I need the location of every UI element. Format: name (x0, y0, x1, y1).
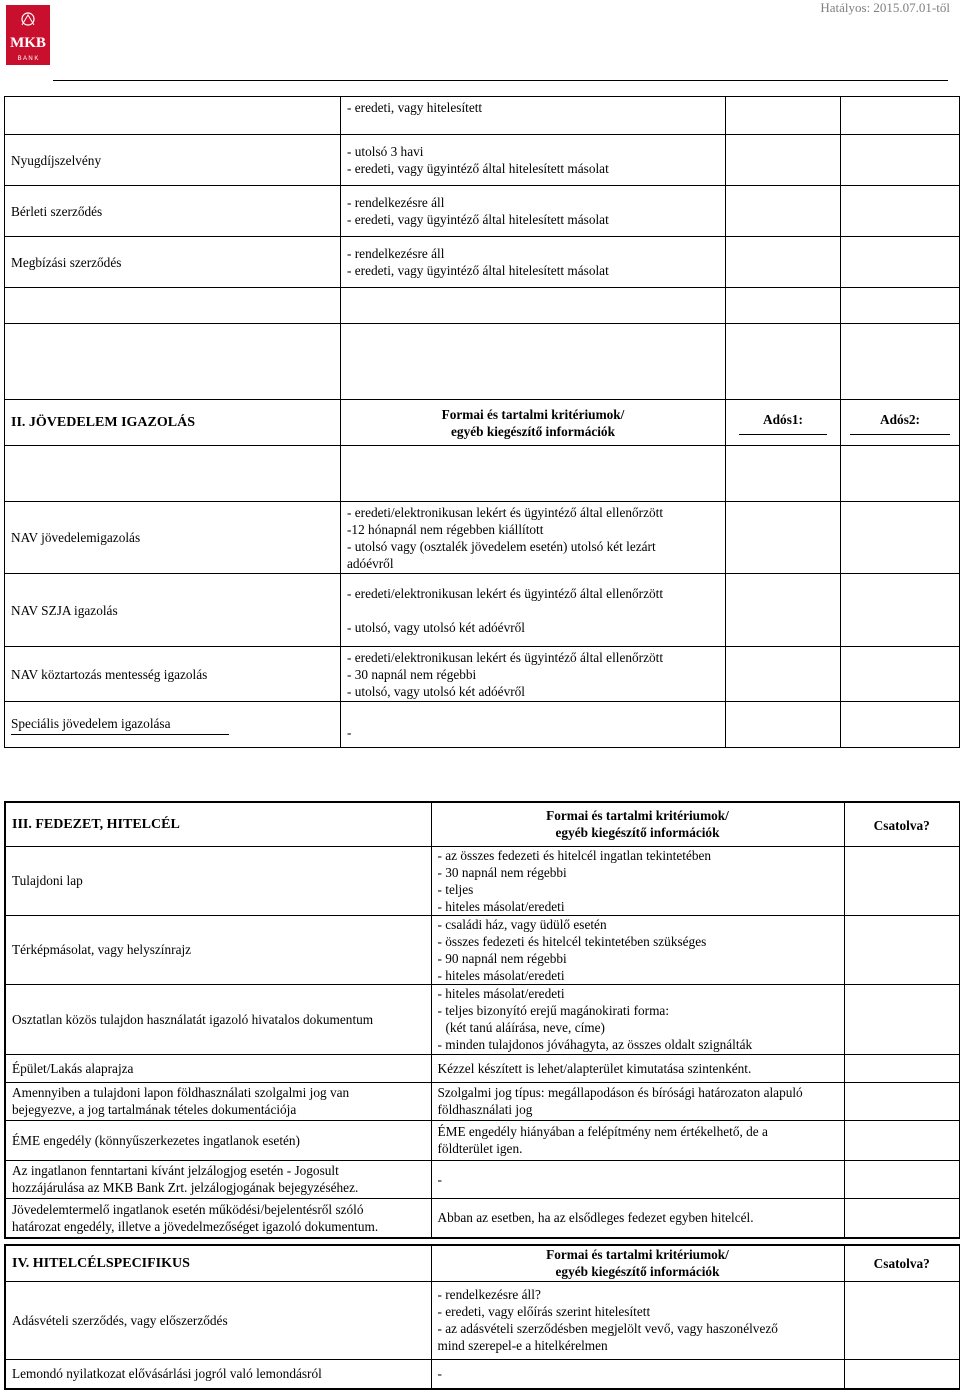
debtor2-header: Adós2: (841, 400, 960, 446)
section-header-row (5, 802, 960, 846)
doc-label: Osztatlan közös tulajdon használatát igazoló hivatalos dokumentum (5, 984, 431, 1054)
table-row (5, 984, 960, 1054)
criteria-header: Formai és tartalmi kritériumok/ egyéb kiegészítő információk (431, 802, 844, 846)
section-title: III. FEDEZET, HITELCÉL (5, 802, 431, 846)
table-row (5, 1198, 960, 1238)
criteria-cell: - (431, 1359, 844, 1389)
loan-purpose-table (4, 1244, 960, 1390)
doc-label: ÉME engedély (könnyűszerkezetes ingatlanok esetén) (5, 1120, 431, 1160)
table-row (5, 1281, 960, 1359)
table-row (5, 97, 960, 135)
debtor1-header: Adós1: (726, 400, 841, 446)
criteria-cell: - eredeti/elektronikusan lekért és ügyintéző által ellenőrzött - 30 napnál nem régebbi - utolsó, vagy utolsó két adóévről (341, 647, 726, 702)
doc-label: Térképmásolat, vagy helyszínrajz (5, 915, 431, 984)
table-row (5, 1054, 960, 1082)
criteria-cell: - az összes fedezeti és hitelcél ingatlan tekintetében - 30 napnál nem régebbi - teljes - hiteles másolat/eredeti (431, 846, 844, 915)
logo-brand-sub: B A N K (17, 56, 39, 62)
doc-label: Lemondó nyilatkozat elővásárlási jogról való lemondásról (5, 1359, 431, 1389)
criteria-cell: - rendelkezésre áll - eredeti, vagy ügyintéző által hitelesített másolat (341, 237, 726, 288)
table-row (5, 1082, 960, 1120)
doc-label: NAV jövedelemigazolás (5, 502, 341, 574)
criteria-cell: - hiteles másolat/eredeti - teljes bizonyító erejű magánokirati forma: (két tanú aláírása, neve, címe) - minden tulajdonos jóváhagyta, az összes oldalt szignálták (431, 984, 844, 1054)
collateral-table (4, 801, 960, 1239)
criteria-cell: ÉME engedély hiányában a felépítmény nem értékelhető, de a földterület igen. (431, 1120, 844, 1160)
doc-label: Tulajdoni lap (5, 846, 431, 915)
logo-brand-text: MKB (10, 35, 46, 51)
doc-label: Megbízási szerződés (5, 237, 341, 288)
criteria-cell: - eredeti/elektronikusan lekért és ügyintéző által ellenőrzött - utolsó, vagy utolsó két adóévről (341, 574, 726, 647)
criteria-cell: Szolgalmi jog típus: megállapodáson és bírósági határozaton alapuló földhasználati jog (431, 1082, 844, 1120)
attached-header: Csatolva? (844, 802, 960, 846)
table-row (5, 1359, 960, 1389)
table-row (5, 915, 960, 984)
table-row (5, 237, 960, 288)
mkb-logo-icon (6, 5, 50, 65)
doc-label: Amennyiben a tulajdoni lapon földhasználati szolgalmi jog van bejegyezve, a jog tartalmának tételes dokumentációja (5, 1082, 431, 1120)
table-row (5, 1120, 960, 1160)
section-title: II. JÖVEDELEM IGAZOLÁS (5, 400, 341, 446)
doc-label: Épület/Lakás alaprajza (5, 1054, 431, 1082)
table-row (5, 1160, 960, 1198)
mkb-logo (6, 5, 50, 65)
criteria-cell: - eredeti/elektronikusan lekért és ügyintéző által ellenőrzött -12 hónapnál nem régebben kiállított - utolsó vagy (osztalék jövedelem esetén) utolsó két lezárt adóévről (341, 502, 726, 574)
doc-label: Az ingatlanon fenntartani kívánt jelzálogjog esetén - Jogosult hozzájárulása az MKB Bank Zrt. jelzálogjogának bejegyzéséhez. (5, 1160, 431, 1198)
table-row (5, 502, 960, 574)
attached-header: Csatolva? (844, 1245, 960, 1281)
table-row (5, 647, 960, 702)
header-rule (53, 80, 948, 81)
criteria-cell: - rendelkezésre áll? - eredeti, vagy előírás szerint hitelesített - az adásvételi szerződésben megjelölt vevő, vagy haszonélvező mind szerepel-e a hitelkérelmen (431, 1281, 844, 1359)
table-row (5, 574, 960, 647)
criteria-cell: - rendelkezésre áll - eredeti, vagy ügyintéző által hitelesített másolat (341, 186, 726, 237)
criteria-header: Formai és tartalmi kritériumok/ egyéb kiegészítő információk (431, 1245, 844, 1281)
doc-label: Jövedelemtermelő ingatlanok esetén működési/bejelentésről szóló határozat engedély, illetve a jövedelmezőséget igazoló dokumentum. (5, 1198, 431, 1238)
criteria-cell: - (431, 1160, 844, 1198)
table-row (5, 702, 960, 748)
doc-label: Nyugdíjszelvény (5, 135, 341, 186)
criteria-cell: - (341, 702, 726, 748)
table-row (5, 846, 960, 915)
doc-label: Bérleti szerződés (5, 186, 341, 237)
table-row (5, 288, 960, 324)
criteria-cell: - családi ház, vagy üdülő esetén - összes fedezeti és hitelcél tekintetében szükséges - 90 napnál nem régebbi - hiteles másolat/eredeti (431, 915, 844, 984)
income-docs-table-top (4, 96, 960, 748)
criteria-header: Formai és tartalmi kritériumok/ egyéb kiegészítő információk (341, 400, 726, 446)
effective-date: Hatályos: 2015.07.01-től (820, 0, 950, 15)
table-row (5, 324, 960, 400)
table-row (5, 446, 960, 502)
criteria-cell: - utolsó 3 havi - eredeti, vagy ügyintéző által hitelesített másolat (341, 135, 726, 186)
criteria-cell: Kézzel készített is lehet/alapterület kimutatása szintenként. (431, 1054, 844, 1082)
section-header-row (5, 400, 960, 446)
section-title: IV. HITELCÉLSPECIFIKUS (5, 1245, 431, 1281)
section-header-row (5, 1245, 960, 1281)
criteria-cell: - eredeti, vagy hitelesített (341, 97, 726, 135)
doc-label: NAV SZJA igazolás (5, 574, 341, 647)
criteria-cell: Abban az esetben, ha az elsődleges fedezet egyben hitelcél. (431, 1198, 844, 1238)
doc-label: Adásvételi szerződés, vagy előszerződés (5, 1281, 431, 1359)
table-row (5, 135, 960, 186)
doc-label: Speciális jövedelem igazolása (5, 702, 341, 748)
doc-label: NAV köztartozás mentesség igazolás (5, 647, 341, 702)
table-row (5, 186, 960, 237)
